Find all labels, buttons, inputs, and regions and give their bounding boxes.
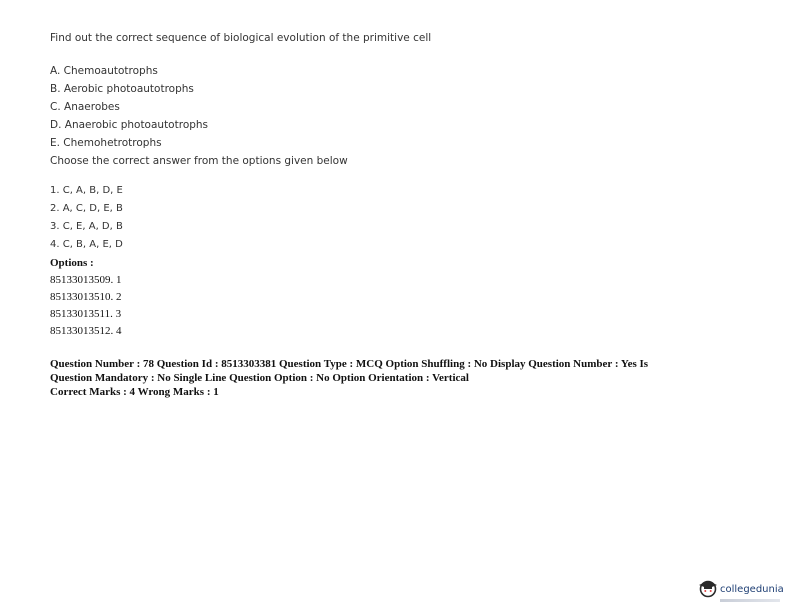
option-id-2: 85133013510. 2 xyxy=(50,291,122,303)
answer-choice-2: 2. A, C, D, E, B xyxy=(50,203,123,214)
statement-b: B. Aerobic photoautotrophs xyxy=(50,83,194,95)
statement-c: C. Anaerobes xyxy=(50,101,120,113)
answer-choice-3: 3. C, E, A, D, B xyxy=(50,221,123,232)
question-text: Find out the correct sequence of biological evolution of the primitive cell xyxy=(50,32,432,44)
collegedunia-logo xyxy=(698,578,784,603)
option-id-4: 85133013512. 4 xyxy=(50,325,122,337)
option-id-1: 85133013509. 1 xyxy=(50,274,122,286)
statement-d: D. Anaerobic photoautotrophs xyxy=(50,119,209,131)
metadata-line-2: Question Mandatory : No Single Line Question Option : No Option Orientation : Vertical xyxy=(50,372,469,384)
options-title: Options : xyxy=(50,257,94,269)
metadata-line-1: Question Number : 78 Question Id : 8513303381 Question Type : MCQ Option Shuffling : No Display Question Number : Yes Is xyxy=(50,358,649,370)
logo-text: collegedunia xyxy=(720,584,784,595)
statement-e: E. Chemohetrotrophs xyxy=(50,137,162,149)
logo-tagline-bar xyxy=(720,599,780,602)
answer-choices xyxy=(50,182,123,254)
statement-a: A. Chemoautotrophs xyxy=(50,65,158,77)
option-id-3: 85133013511. 3 xyxy=(50,308,122,320)
question-metadata xyxy=(50,357,740,399)
statement-list xyxy=(50,62,348,170)
graduation-cap-icon xyxy=(698,578,718,603)
answer-choice-4: 4. C, B, A, E, D xyxy=(50,239,123,250)
instruction-text: Choose the correct answer from the options given below xyxy=(50,155,348,167)
logo-wordmark xyxy=(720,579,784,602)
metadata-line-3: Correct Marks : 4 Wrong Marks : 1 xyxy=(50,386,219,398)
options-block xyxy=(50,255,122,340)
answer-choice-1: 1. C, A, B, D, E xyxy=(50,185,123,196)
